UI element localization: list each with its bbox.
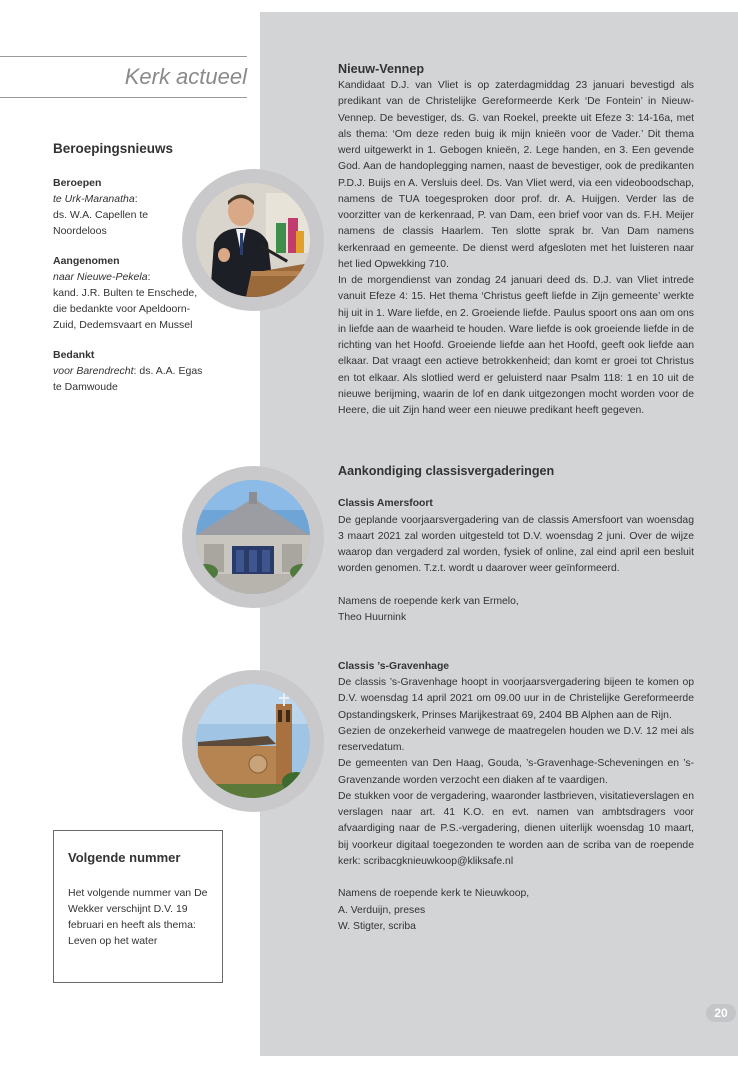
gravenhage-paragraph-4: De stukken voor de vergadering, waaronder lastbrieven, visitatieverslagen en verslagen naar art. 41 K.O. en evt. namen van ambtsdragers voor afvaardiging naar de P.S.-vergadering, dienen uiterlijk woensdag 10 maart, bij voorkeur digitaal toegezonden te worden aan de scriba van de roepende kerk: scribacgknieuwkoop@kliksafe.nl — [338, 790, 694, 867]
header-rule-top — [0, 56, 247, 57]
amersfoort-signature-1: Namens de roepende kerk van Ermelo, — [338, 595, 519, 607]
beroepen-group: Beroepen te Urk-Maranatha: ds. W.A. Capellen te Noordeloos — [53, 175, 203, 239]
beroepingsnieuws-heading: Beroepingsnieuws — [53, 141, 174, 156]
aangenomen-text: kand. J.R. Bulten te Enschede, die bedankte voor Apeldoorn-Zuid, Dedemsvaart en Mussel — [53, 287, 198, 331]
aangenomen-group: Aangenomen naar Nieuwe-Pekela: kand. J.R. Bulten te Enschede, die bedankte voor Apeldoorn-Zuid, Dedemsvaart en Mussel — [53, 253, 203, 333]
beroepen-place: te Urk-Maranatha — [53, 193, 135, 205]
article-nieuw-vennep — [338, 61, 694, 419]
beroepen-text: ds. W.A. Capellen te Noordeloos — [53, 209, 149, 237]
bedankt-text: ds. A.A. Egas te Damwoude — [53, 365, 203, 393]
gravenhage-signature-2: A. Verduijn, preses — [338, 904, 426, 916]
gravenhage-signature-3: W. Stigter, scriba — [338, 920, 416, 932]
bedankt-group: Bedankt voor Barendrecht: ds. A.A. Egas te Damwoude — [53, 349, 203, 393]
photo-church-2 — [182, 670, 324, 812]
amersfoort-subtitle: Classis Amersfoort — [338, 498, 433, 510]
next-issue-box — [53, 830, 223, 983]
gravenhage-paragraph-2: Gezien de onzekerheid vanwege de maatregelen houden we D.V. 12 mei als reservedatum. — [338, 725, 694, 753]
article1-paragraph-2: In de morgendienst van zondag 24 januari deed ds. D.J. van Vliet intrede vanuit Efeze 4: 15. Het thema ‘Christus geeft liefde in Zijn gemeente’ werkte hij uit in 1. Ware liefde, en 2. Groeiende liefde. Paulus spoort ons aan om ons in liefde aan de waarheid te houden. Ware liefde is ook groeiende liefde in de richting van het Hoofd. Groeiende liefde aan het Hoofd, geeft ook liefde aan elkaar. Dat vraagt een actieve betrokkenheid; dan komt er groei tot Christus en tot elkaar. Als slotlied werd er geluisterd naar Psalm 118: 1 en 10 uit de nieuwe berijming, waarin de lof en dank uitgezongen mocht worden voor de Heere, die uit Zijn hand weer een nieuwe predikant heeft gegeven. — [338, 275, 694, 416]
amersfoort-signature-2: Theo Huurnink — [338, 612, 407, 623]
next-issue-heading: Volgende nummer — [68, 850, 181, 865]
aangenomen-place: naar Nieuwe-Pekela — [53, 271, 148, 283]
amersfoort-paragraph: De geplande voorjaarsvergadering van de classis Amersfoort van woensdag 3 maart 2021 zal worden uitgesteld tot D.V. woensdag 2 juni. Over de wijze waarop dan vergaderd zal worden, fysiek of online, zal eind april een besluit worden genomen. T.z.t. wordt u daarover weer geïnformeerd. — [338, 514, 694, 575]
aangenomen-label: Aangenomen — [53, 255, 120, 267]
gravenhage-signature-1: Namens de roepende kerk te Nieuwkoop, — [338, 888, 530, 900]
page-title: Kerk actueel — [124, 64, 247, 89]
beroepingsnieuws-section — [53, 141, 203, 409]
article2-title: Aankondiging classisvergaderingen — [338, 464, 555, 478]
gravenhage-paragraph-1: De classis ’s-Gravenhage hoopt in voorjaarsvergadering bijeen te komen op D.V. woensdag 14 april 2021 om 09.00 uur in de Christelijke Gereformeerde Opstandingskerk, Prinses Marijkestraat 69, 2404 BB Alphen aan de Rijn. — [338, 677, 694, 721]
church-image-2 — [196, 684, 310, 798]
bedankt-label: Bedankt — [53, 349, 95, 361]
beroepen-label: Beroepen — [53, 177, 102, 189]
header-rule-bottom — [0, 97, 247, 98]
preacher-image — [196, 183, 310, 297]
church-image-1 — [196, 480, 310, 594]
next-issue-text: Het volgende nummer van De Wekker verschijnt D.V. 19 februari en heeft als thema: Leven op het water — [68, 887, 208, 947]
photo-church-1 — [182, 466, 324, 608]
gravenhage-subtitle: Classis ’s-Gravenhage — [338, 660, 450, 672]
bedankt-place: voor Barendrecht — [53, 365, 134, 377]
article1-paragraph-1: Kandidaat D.J. van Vliet is op zaterdagmiddag 23 januari bevestigd als predikant van de Christelijke Gereformeerde Kerk ‘De Fontein’ in Nieuw-Vennep. De bevestiger, ds. G. van Roekel, preekte uit Efeze 3: 14-16a, met als thema: ‘Om deze reden buig ik mijn knieën voor de Vader.’ Dit thema werd uitgewerkt in 1. Gebogen knieën, 2. Lege handen, en 3. Een gevende God. Aan de handoplegging namen, naast de bevestiger, ook de predikanten P.D.J. Buijs en A. Versluis deel. Ds. Van Vliet werd, via een videoboodschap, namens de TUA toegesproken door prof. dr. A. Huijgen. Verder las de voorzitter van de kerkenraad, P. van Dam, een brief voor van ds. F.H. Meijer namens de classis Haarlem. Ten slotte sprak br. Van Dam namens kerkenraad en gemeente. De dienst werd afgesloten met het luisteren naar het lied Opwekking 710. — [338, 80, 694, 270]
article-classisvergaderingen — [338, 463, 694, 935]
page-number: 20 — [706, 1004, 736, 1022]
photo-preacher — [182, 169, 324, 311]
article1-title: Nieuw-Vennep — [338, 62, 425, 76]
gravenhage-paragraph-3: De gemeenten van Den Haag, Gouda, ’s-Gravenhage-Scheveningen en ’s-Gravenzande worden verzocht een diaken af te vaardigen. — [338, 758, 694, 786]
